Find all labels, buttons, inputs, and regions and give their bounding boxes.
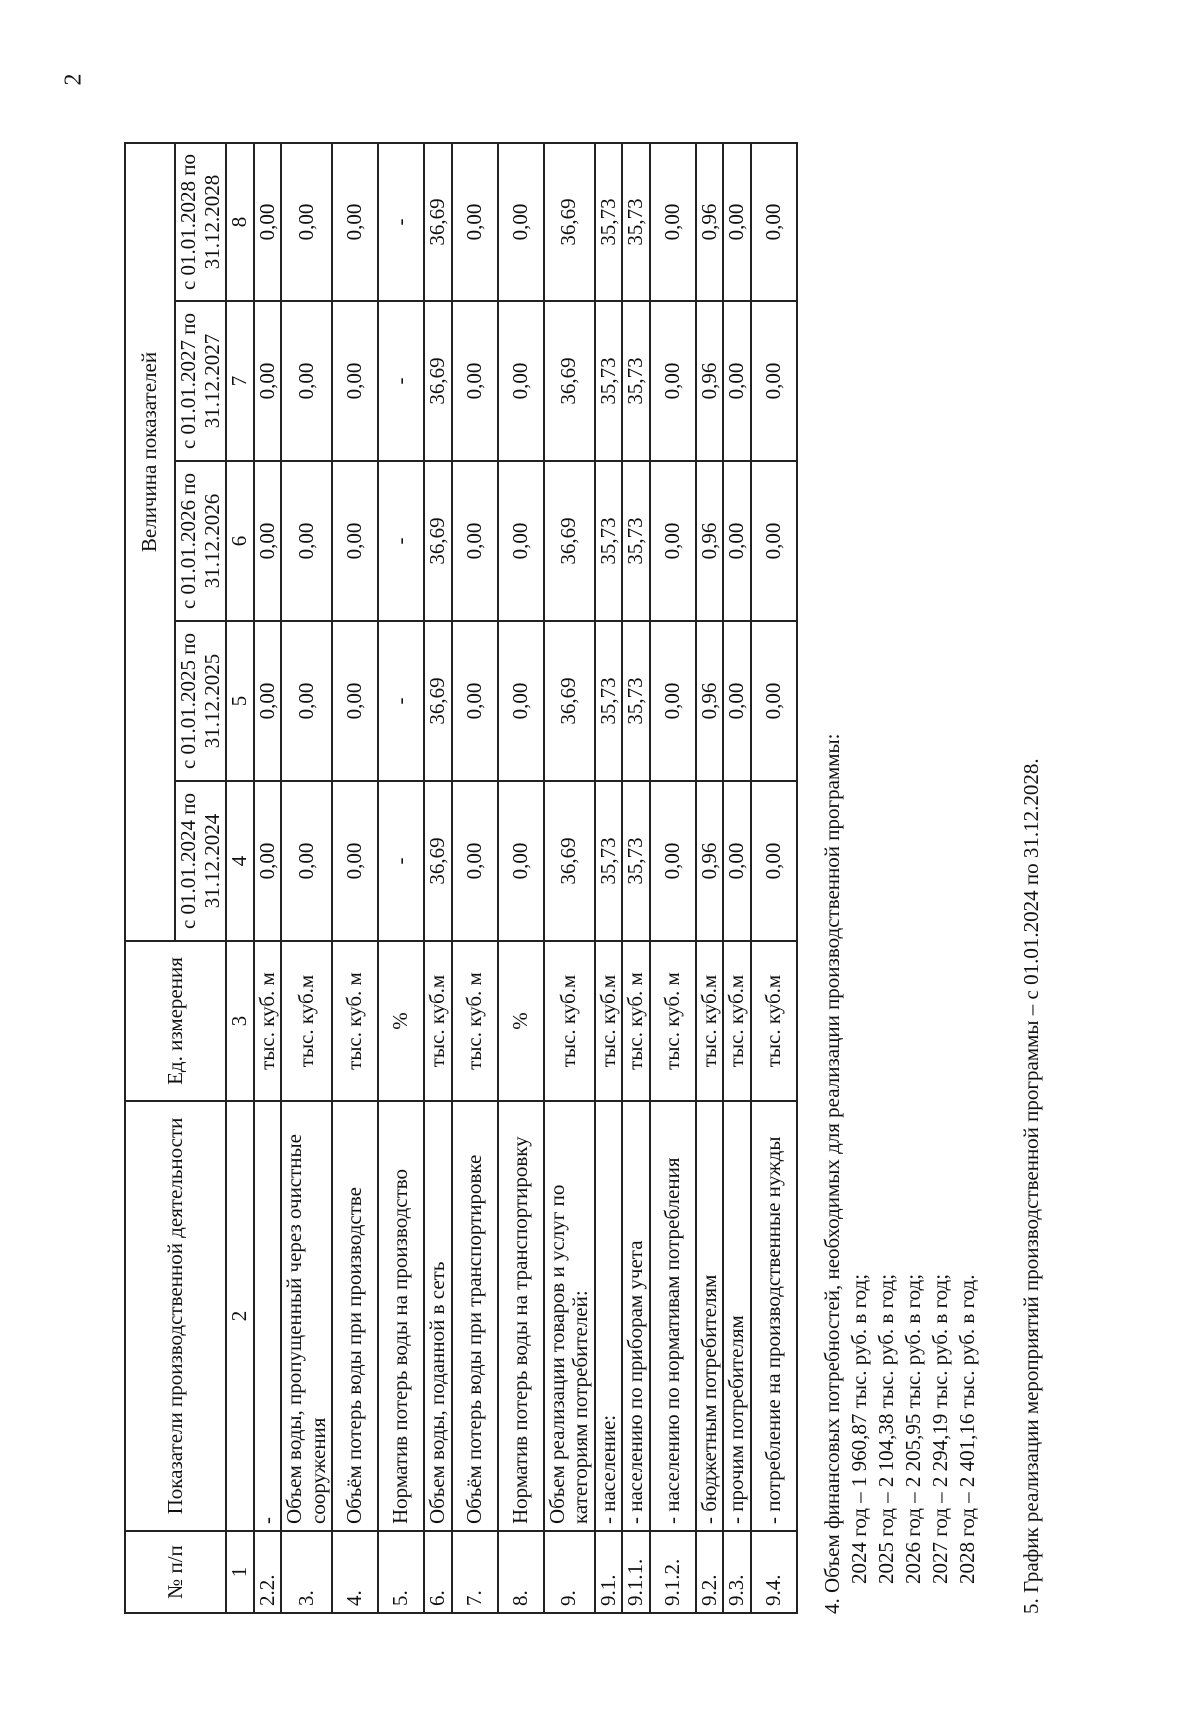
- row-value: 0,00: [281, 461, 332, 621]
- row-value: -: [378, 143, 424, 301]
- row-number: 2.2.: [254, 1531, 282, 1613]
- header-period: с 01.01.2025 по 31.12.2025: [175, 621, 226, 781]
- row-indicator-name: - прочим потребителям: [723, 1101, 751, 1531]
- row-indicator-name: - населению по приборам учета: [622, 1101, 650, 1531]
- row-unit: тыс. куб. м: [452, 941, 498, 1101]
- col-number: 4: [226, 781, 254, 941]
- row-value: 0,00: [332, 461, 378, 621]
- page-number: 2: [60, 73, 87, 86]
- row-indicator-name: Норматив потерь воды на производство: [378, 1101, 424, 1531]
- table-row: [281, 143, 332, 1613]
- row-value: 36,69: [424, 143, 452, 301]
- row-number: 9.1.: [595, 1531, 623, 1613]
- table-body: [254, 143, 797, 1613]
- row-value: 36,69: [424, 301, 452, 461]
- row-value: 0,00: [650, 143, 696, 301]
- financial-year-line: 2027 год – 2 294,19 тыс. руб. в год;: [928, 1273, 952, 1584]
- row-value: 0,00: [723, 143, 751, 301]
- row-unit: тыс. куб.м: [696, 941, 724, 1101]
- header-unit: Ед. измерения: [125, 941, 226, 1101]
- header-period: с 01.01.2027 по 31.12.2027: [175, 301, 226, 461]
- row-indicator-name: - потребление на производственные нужды: [751, 1101, 797, 1531]
- row-number: 9.3.: [723, 1531, 751, 1613]
- row-unit: тыс. куб. м: [254, 941, 282, 1101]
- row-value: 0,96: [696, 143, 724, 301]
- row-value: 0,00: [332, 301, 378, 461]
- table-row: [595, 143, 623, 1613]
- row-value: 0,00: [281, 143, 332, 301]
- table-row: [424, 143, 452, 1613]
- row-value: 0,00: [498, 301, 544, 461]
- row-value: 35,73: [622, 621, 650, 781]
- row-indicator-name: - бюджетным потребителям: [696, 1101, 724, 1531]
- row-value: 0,00: [751, 461, 797, 621]
- col-number: 7: [226, 301, 254, 461]
- row-value: 0,00: [254, 301, 282, 461]
- row-indicator-name: Объем воды, поданной в сеть: [424, 1101, 452, 1531]
- row-unit: тыс. куб. м: [332, 941, 378, 1101]
- table-row: [650, 143, 696, 1613]
- row-value: 36,69: [544, 143, 595, 301]
- table-header: [125, 143, 254, 1613]
- financial-year-line: 2024 год – 1 960,87 тыс. руб. в год;: [847, 1273, 871, 1584]
- col-number: 5: [226, 621, 254, 781]
- col-number: 3: [226, 941, 254, 1101]
- row-indicator-name: Норматив потерь воды на транспортировку: [498, 1101, 544, 1531]
- col-number: 8: [226, 143, 254, 301]
- financial-year-line: 2026 год – 2 205,95 тыс. руб. в год;: [901, 1273, 925, 1584]
- row-unit: тыс. куб.м: [595, 941, 623, 1101]
- row-unit: тыс. куб.м: [751, 941, 797, 1101]
- row-value: 0,00: [281, 781, 332, 941]
- row-value: -: [378, 301, 424, 461]
- row-value: 35,73: [595, 143, 623, 301]
- row-value: 36,69: [424, 621, 452, 781]
- row-value: 36,69: [544, 621, 595, 781]
- table-row: [378, 143, 424, 1613]
- row-value: 0,00: [498, 781, 544, 941]
- row-number: 9.1.2.: [650, 1531, 696, 1613]
- row-value: 0,00: [723, 781, 751, 941]
- row-value: 36,69: [544, 301, 595, 461]
- row-value: 35,73: [595, 621, 623, 781]
- row-value: 0,00: [723, 301, 751, 461]
- header-num: № п/п: [125, 1531, 226, 1613]
- row-number: 9.2.: [696, 1531, 724, 1613]
- row-number: 9.4.: [751, 1531, 797, 1613]
- row-value: 35,73: [595, 301, 623, 461]
- row-value: 0,00: [751, 781, 797, 941]
- row-value: -: [378, 621, 424, 781]
- row-value: 0,00: [332, 781, 378, 941]
- row-value: 0,00: [751, 621, 797, 781]
- row-value: 0,96: [696, 461, 724, 621]
- row-value: 0,00: [452, 301, 498, 461]
- header-values-group: Величина показателей: [125, 143, 175, 941]
- table-row: [498, 143, 544, 1613]
- row-indicator-name: -: [254, 1101, 282, 1531]
- col-number: 6: [226, 461, 254, 621]
- row-value: 35,73: [622, 143, 650, 301]
- table-row: [332, 143, 378, 1613]
- row-value: 0,96: [696, 301, 724, 461]
- row-value: 35,73: [595, 781, 623, 941]
- row-value: 0,00: [498, 621, 544, 781]
- table-row: [723, 143, 751, 1613]
- row-value: 0,00: [650, 301, 696, 461]
- row-value: 36,69: [424, 781, 452, 941]
- header-indicator: Показатели производственной деятельности: [125, 1101, 226, 1531]
- row-number: 4.: [332, 1531, 378, 1613]
- rotated-page-content: [124, 14, 1043, 1614]
- row-unit: тыс. куб. м: [622, 941, 650, 1101]
- col-number: 1: [226, 1531, 254, 1613]
- financial-year-line: 2028 год – 2 401,16 тыс. руб. в год.: [955, 1274, 979, 1584]
- row-number: 8.: [498, 1531, 544, 1613]
- table-row: [696, 143, 724, 1613]
- row-unit: тыс. куб.м: [723, 941, 751, 1101]
- row-value: 0,00: [751, 143, 797, 301]
- row-value: 0,00: [254, 143, 282, 301]
- row-value: 0,00: [254, 461, 282, 621]
- row-number: 9.: [544, 1531, 595, 1613]
- table-row: [751, 143, 797, 1613]
- row-unit: тыс. куб.м: [424, 941, 452, 1101]
- row-value: 36,69: [544, 461, 595, 621]
- row-value: 0,00: [498, 461, 544, 621]
- row-number: 5.: [378, 1531, 424, 1613]
- row-value: 0,00: [254, 621, 282, 781]
- row-value: -: [378, 781, 424, 941]
- table-row: [622, 143, 650, 1613]
- row-value: 0,00: [723, 461, 751, 621]
- section-4-financial-needs: [819, 114, 981, 1614]
- row-value: 0,00: [650, 781, 696, 941]
- row-value: 0,96: [696, 781, 724, 941]
- col-number: 2: [226, 1101, 254, 1531]
- row-indicator-name: Объём потерь воды при производстве: [332, 1101, 378, 1531]
- financial-year-line: 2025 год – 2 104,38 тыс. руб. в год;: [874, 1273, 898, 1584]
- indicators-table: [124, 142, 798, 1614]
- row-number: 7.: [452, 1531, 498, 1613]
- section-5-schedule: 5. График реализации мероприятий производственной программы – с 01.01.2024 по 31.12.2028.: [1019, 758, 1043, 1614]
- row-indicator-name: - населению по нормативам потребления: [650, 1101, 696, 1531]
- row-value: 0,00: [452, 461, 498, 621]
- table-row: [452, 143, 498, 1613]
- row-number: 9.1.1.: [622, 1531, 650, 1613]
- row-unit: %: [498, 941, 544, 1101]
- row-value: 36,69: [544, 781, 595, 941]
- row-unit: тыс. куб. м: [650, 941, 696, 1101]
- row-number: 3.: [281, 1531, 332, 1613]
- row-value: 36,69: [424, 461, 452, 621]
- row-value: 35,73: [595, 461, 623, 621]
- header-period: с 01.01.2028 по 31.12.2028: [175, 143, 226, 301]
- row-value: 0,00: [281, 621, 332, 781]
- row-indicator-name: Объём потерь воды при транспортировке: [452, 1101, 498, 1531]
- row-value: 0,96: [696, 621, 724, 781]
- header-period: с 01.01.2024 по 31.12.2024: [175, 781, 226, 941]
- row-value: 35,73: [622, 461, 650, 621]
- row-value: 35,73: [622, 301, 650, 461]
- row-number: 6.: [424, 1531, 452, 1613]
- row-value: 0,00: [332, 143, 378, 301]
- row-value: -: [378, 461, 424, 621]
- header-period: с 01.01.2026 по 31.12.2026: [175, 461, 226, 621]
- row-indicator-name: - население:: [595, 1101, 623, 1531]
- row-value: 0,00: [452, 621, 498, 781]
- row-value: 0,00: [751, 301, 797, 461]
- row-value: 0,00: [281, 301, 332, 461]
- row-value: 0,00: [452, 781, 498, 941]
- row-value: 0,00: [498, 143, 544, 301]
- table-row: [254, 143, 282, 1613]
- section-4-title: 4. Объем финансовых потребностей, необходимых для реализации производственной программы:: [820, 733, 844, 1614]
- row-value: 0,00: [254, 781, 282, 941]
- row-unit: %: [378, 941, 424, 1101]
- table-row: [544, 143, 595, 1613]
- row-indicator-name: Объем воды, пропущенный через очистные сооружения: [281, 1101, 332, 1531]
- row-unit: тыс. куб.м: [544, 941, 595, 1101]
- row-unit: тыс. куб.м: [281, 941, 332, 1101]
- row-indicator-name: Объем реализации товаров и услуг по категориям потребителей:: [544, 1101, 595, 1531]
- row-value: 0,00: [723, 621, 751, 781]
- row-value: 0,00: [650, 621, 696, 781]
- row-value: 0,00: [650, 461, 696, 621]
- row-value: 35,73: [622, 781, 650, 941]
- row-value: 0,00: [452, 143, 498, 301]
- row-value: 0,00: [332, 621, 378, 781]
